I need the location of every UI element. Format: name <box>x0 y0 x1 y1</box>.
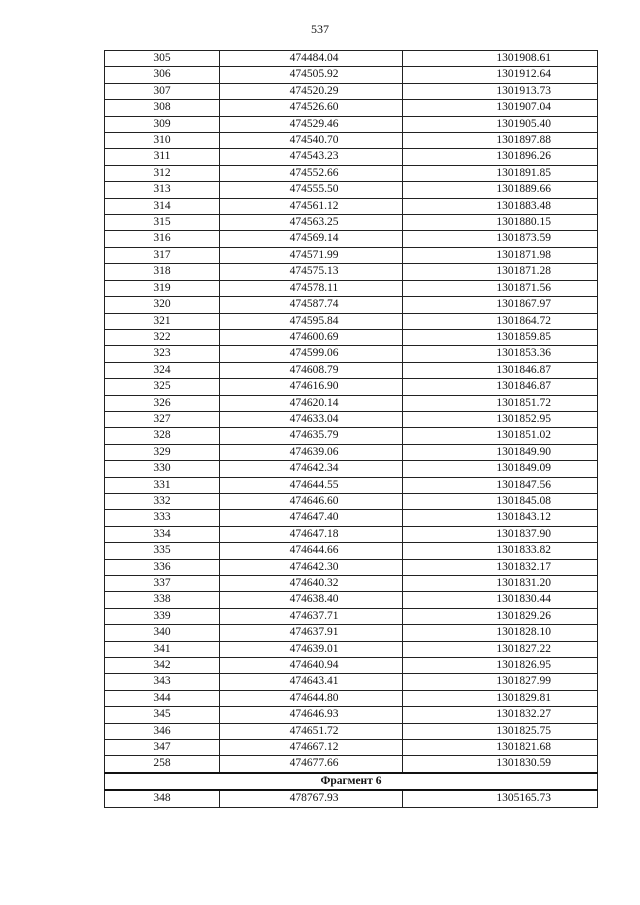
table-row <box>105 641 598 657</box>
table-row <box>105 756 598 773</box>
x-coordinate-cell: 474608.79 <box>220 362 403 378</box>
point-number-cell: 324 <box>105 362 220 378</box>
table-row <box>105 165 598 181</box>
y-coordinate-cell: 1301829.81 <box>403 690 598 706</box>
y-coordinate-cell: 1301843.12 <box>403 510 598 526</box>
y-coordinate-cell: 1301846.87 <box>403 362 598 378</box>
y-coordinate-cell: 1301837.90 <box>403 526 598 542</box>
x-coordinate-cell: 474552.66 <box>220 165 403 181</box>
x-coordinate-cell: 474639.01 <box>220 641 403 657</box>
x-coordinate-cell: 474571.99 <box>220 247 403 263</box>
x-coordinate-cell: 474635.79 <box>220 428 403 444</box>
point-number-cell: 323 <box>105 346 220 362</box>
y-coordinate-cell: 1301851.72 <box>403 395 598 411</box>
table-row <box>105 707 598 723</box>
table-row <box>105 411 598 427</box>
x-coordinate-cell: 474640.94 <box>220 658 403 674</box>
x-coordinate-cell: 474644.55 <box>220 477 403 493</box>
y-coordinate-cell: 1301826.95 <box>403 658 598 674</box>
point-number-cell: 319 <box>105 280 220 296</box>
y-coordinate-cell: 1301871.98 <box>403 247 598 263</box>
y-coordinate-cell: 1301831.20 <box>403 576 598 592</box>
table-row <box>105 592 598 608</box>
table-row <box>105 477 598 493</box>
x-coordinate-cell: 474561.12 <box>220 198 403 214</box>
point-number-cell: 337 <box>105 576 220 592</box>
point-number-cell: 310 <box>105 133 220 149</box>
y-coordinate-cell: 1301871.56 <box>403 280 598 296</box>
point-number-cell: 345 <box>105 707 220 723</box>
table-row <box>105 493 598 509</box>
table-row <box>105 674 598 690</box>
table-row <box>105 625 598 641</box>
table-row <box>105 346 598 362</box>
y-coordinate-cell: 1301847.56 <box>403 477 598 493</box>
y-coordinate-cell: 1301867.97 <box>403 297 598 313</box>
point-number-cell: 322 <box>105 329 220 345</box>
table-row <box>105 280 598 296</box>
point-number-cell: 327 <box>105 411 220 427</box>
x-coordinate-cell: 474555.50 <box>220 182 403 198</box>
table-row <box>105 182 598 198</box>
point-number-cell: 347 <box>105 740 220 756</box>
table-row <box>105 395 598 411</box>
point-number-cell: 342 <box>105 658 220 674</box>
table-row <box>105 297 598 313</box>
x-coordinate-cell: 474643.41 <box>220 674 403 690</box>
x-coordinate-cell: 474599.06 <box>220 346 403 362</box>
x-coordinate-cell: 474647.18 <box>220 526 403 542</box>
y-coordinate-cell: 1301830.44 <box>403 592 598 608</box>
y-coordinate-cell: 1301832.27 <box>403 707 598 723</box>
y-coordinate-cell: 1301889.66 <box>403 182 598 198</box>
y-coordinate-cell: 1301828.10 <box>403 625 598 641</box>
y-coordinate-cell: 1301871.28 <box>403 264 598 280</box>
point-number-cell: 336 <box>105 559 220 575</box>
table-row <box>105 790 598 807</box>
point-number-cell: 311 <box>105 149 220 165</box>
x-coordinate-cell: 474540.70 <box>220 133 403 149</box>
x-coordinate-cell: 474646.93 <box>220 707 403 723</box>
x-coordinate-cell: 474646.60 <box>220 493 403 509</box>
y-coordinate-cell: 1301853.36 <box>403 346 598 362</box>
table-row <box>105 264 598 280</box>
table-row <box>105 329 598 345</box>
x-coordinate-cell: 474620.14 <box>220 395 403 411</box>
y-coordinate-cell: 1301880.15 <box>403 215 598 231</box>
x-coordinate-cell: 474505.92 <box>220 67 403 83</box>
x-coordinate-cell: 474484.04 <box>220 51 403 67</box>
point-number-cell: 343 <box>105 674 220 690</box>
point-number-cell: 306 <box>105 67 220 83</box>
y-coordinate-cell: 1301833.82 <box>403 543 598 559</box>
table-row <box>105 116 598 132</box>
point-number-cell: 338 <box>105 592 220 608</box>
table-row <box>105 198 598 214</box>
table-row <box>105 149 598 165</box>
y-coordinate-cell: 1301859.85 <box>403 329 598 345</box>
point-number-cell: 318 <box>105 264 220 280</box>
point-number-cell: 328 <box>105 428 220 444</box>
x-coordinate-cell: 474639.06 <box>220 444 403 460</box>
x-coordinate-cell: 474575.13 <box>220 264 403 280</box>
point-number-cell: 313 <box>105 182 220 198</box>
point-number-cell: 326 <box>105 395 220 411</box>
point-number-cell: 331 <box>105 477 220 493</box>
point-number-cell: 339 <box>105 608 220 624</box>
x-coordinate-cell: 474616.90 <box>220 379 403 395</box>
point-number-cell: 325 <box>105 379 220 395</box>
table-row <box>105 83 598 99</box>
point-number-cell: 312 <box>105 165 220 181</box>
table-row <box>105 428 598 444</box>
y-coordinate-cell: 1301852.95 <box>403 411 598 427</box>
table-row <box>105 313 598 329</box>
point-number-cell: 335 <box>105 543 220 559</box>
page-number: 537 <box>311 22 329 36</box>
section-title: Фрагмент 6 <box>105 773 598 790</box>
table-row <box>105 231 598 247</box>
table-row <box>105 444 598 460</box>
x-coordinate-cell: 474677.66 <box>220 756 403 773</box>
x-coordinate-cell: 474651.72 <box>220 723 403 739</box>
y-coordinate-cell: 1301827.22 <box>403 641 598 657</box>
y-coordinate-cell: 1301829.26 <box>403 608 598 624</box>
y-coordinate-cell: 1301883.48 <box>403 198 598 214</box>
y-coordinate-cell: 1301849.90 <box>403 444 598 460</box>
point-number-cell: 341 <box>105 641 220 657</box>
point-number-cell: 258 <box>105 756 220 773</box>
x-coordinate-cell: 474543.23 <box>220 149 403 165</box>
y-coordinate-cell: 1301851.02 <box>403 428 598 444</box>
x-coordinate-cell: 474667.12 <box>220 740 403 756</box>
y-coordinate-cell: 1301912.64 <box>403 67 598 83</box>
y-coordinate-cell: 1301845.08 <box>403 493 598 509</box>
y-coordinate-cell: 1301864.72 <box>403 313 598 329</box>
y-coordinate-cell: 1301896.26 <box>403 149 598 165</box>
x-coordinate-cell: 474520.29 <box>220 83 403 99</box>
table-row <box>105 690 598 706</box>
table-row <box>105 543 598 559</box>
point-number-cell: 340 <box>105 625 220 641</box>
point-number-cell: 320 <box>105 297 220 313</box>
point-number-cell: 333 <box>105 510 220 526</box>
x-coordinate-cell: 474638.40 <box>220 592 403 608</box>
x-coordinate-cell: 474640.32 <box>220 576 403 592</box>
y-coordinate-cell: 1301897.88 <box>403 133 598 149</box>
y-coordinate-cell: 1301908.61 <box>403 51 598 67</box>
table-row <box>105 133 598 149</box>
table-row <box>105 379 598 395</box>
x-coordinate-cell: 474633.04 <box>220 411 403 427</box>
point-number-cell: 344 <box>105 690 220 706</box>
x-coordinate-cell: 474642.30 <box>220 559 403 575</box>
point-number-cell: 308 <box>105 100 220 116</box>
y-coordinate-cell: 1305165.73 <box>403 790 598 807</box>
x-coordinate-cell: 478767.93 <box>220 790 403 807</box>
table-row <box>105 362 598 378</box>
y-coordinate-cell: 1301830.59 <box>403 756 598 773</box>
x-coordinate-cell: 474637.91 <box>220 625 403 641</box>
point-number-cell: 348 <box>105 790 220 807</box>
point-number-cell: 315 <box>105 215 220 231</box>
point-number-cell: 321 <box>105 313 220 329</box>
point-number-cell: 346 <box>105 723 220 739</box>
table-row <box>105 461 598 477</box>
point-number-cell: 316 <box>105 231 220 247</box>
table-row <box>105 608 598 624</box>
x-coordinate-cell: 474637.71 <box>220 608 403 624</box>
point-number-cell: 329 <box>105 444 220 460</box>
table-row <box>105 51 598 67</box>
x-coordinate-cell: 474644.66 <box>220 543 403 559</box>
coordinates-table-body <box>105 51 598 808</box>
table-row <box>105 576 598 592</box>
point-number-cell: 330 <box>105 461 220 477</box>
x-coordinate-cell: 474587.74 <box>220 297 403 313</box>
table-row <box>105 247 598 263</box>
point-number-cell: 334 <box>105 526 220 542</box>
point-number-cell: 332 <box>105 493 220 509</box>
x-coordinate-cell: 474563.25 <box>220 215 403 231</box>
y-coordinate-cell: 1301825.75 <box>403 723 598 739</box>
x-coordinate-cell: 474569.14 <box>220 231 403 247</box>
point-number-cell: 317 <box>105 247 220 263</box>
table-row <box>105 740 598 756</box>
x-coordinate-cell: 474600.69 <box>220 329 403 345</box>
table-row <box>105 559 598 575</box>
table-row <box>105 526 598 542</box>
x-coordinate-cell: 474529.46 <box>220 116 403 132</box>
section-header-row <box>105 773 598 790</box>
table-row <box>105 658 598 674</box>
y-coordinate-cell: 1301832.17 <box>403 559 598 575</box>
y-coordinate-cell: 1301913.73 <box>403 83 598 99</box>
y-coordinate-cell: 1301873.59 <box>403 231 598 247</box>
point-number-cell: 314 <box>105 198 220 214</box>
x-coordinate-cell: 474578.11 <box>220 280 403 296</box>
x-coordinate-cell: 474595.84 <box>220 313 403 329</box>
table-row <box>105 100 598 116</box>
y-coordinate-cell: 1301821.68 <box>403 740 598 756</box>
x-coordinate-cell: 474526.60 <box>220 100 403 116</box>
x-coordinate-cell: 474647.40 <box>220 510 403 526</box>
point-number-cell: 307 <box>105 83 220 99</box>
table-row <box>105 67 598 83</box>
y-coordinate-cell: 1301891.85 <box>403 165 598 181</box>
point-number-cell: 309 <box>105 116 220 132</box>
table-row <box>105 723 598 739</box>
x-coordinate-cell: 474644.80 <box>220 690 403 706</box>
y-coordinate-cell: 1301849.09 <box>403 461 598 477</box>
coordinates-table <box>104 50 598 808</box>
y-coordinate-cell: 1301905.40 <box>403 116 598 132</box>
point-number-cell: 305 <box>105 51 220 67</box>
x-coordinate-cell: 474642.34 <box>220 461 403 477</box>
y-coordinate-cell: 1301846.87 <box>403 379 598 395</box>
y-coordinate-cell: 1301907.04 <box>403 100 598 116</box>
table-row <box>105 215 598 231</box>
table-row <box>105 510 598 526</box>
y-coordinate-cell: 1301827.99 <box>403 674 598 690</box>
